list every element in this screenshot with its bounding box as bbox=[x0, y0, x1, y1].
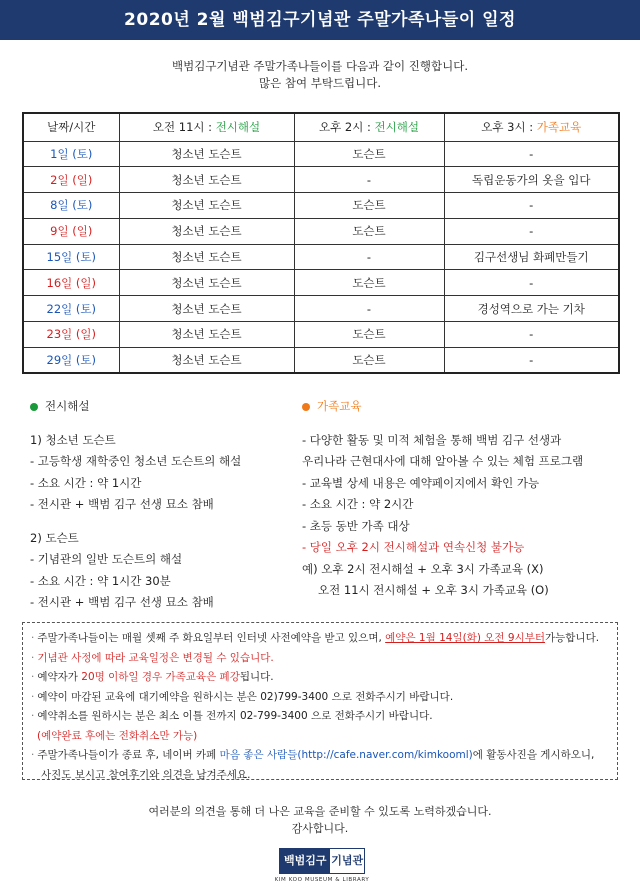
notice-text: 됩니다. bbox=[239, 671, 274, 683]
notice-text: 기념관 사정에 따라 교육일정은 변경될 수 있습니다. bbox=[37, 651, 274, 664]
table-row bbox=[23, 347, 619, 373]
header-pm3 bbox=[444, 113, 619, 141]
pm3-session-cell: 독립운동가의 옷을 입다 bbox=[444, 167, 619, 193]
exhibit-heading-label: 전시해설 bbox=[45, 399, 90, 413]
pm2-session-cell: 도슨트 bbox=[294, 347, 444, 373]
pm2-session-cell: - bbox=[294, 244, 444, 270]
notice-text: 주말가족나들이는 매월 셋째 주 화요일부터 인터넷 사전예약을 받고 있으며, bbox=[37, 632, 386, 644]
exhibit-line: - 고등학생 재학중인 청소년 도슨트의 해설 bbox=[30, 454, 242, 468]
logo-part-2: 기념관 bbox=[330, 849, 364, 873]
logo-subtitle: KIM KOO MUSEUM & LIBRARY bbox=[274, 877, 370, 883]
date-cell: 29일 (토) bbox=[23, 347, 119, 373]
notice-line-6: (예약완료 후에는 전화취소만 가능) bbox=[37, 729, 198, 742]
reservation-date: 예약은 1월 14일(화) 오전 9시부터 bbox=[385, 632, 545, 644]
pm3-session-cell: 김구선생님 화폐만들기 bbox=[444, 244, 619, 270]
notice-line-4: · 예약이 마감된 교육에 대기예약을 원하시는 분은 02)799-3400 으로 전화주시기 바랍니다. bbox=[31, 690, 454, 703]
table-row bbox=[23, 322, 619, 348]
header-am-time: 오전 11시 : bbox=[152, 120, 216, 135]
date-cell: 1일 (토) bbox=[23, 141, 119, 167]
am-session-cell: 청소년 도슨트 bbox=[119, 193, 294, 219]
family-line: - 다양한 활동 및 미적 체험을 통해 백범 김구 선생과 bbox=[302, 432, 562, 447]
family-line: - 초등 동반 가족 대상 bbox=[302, 518, 410, 533]
date-cell: 23일 (일) bbox=[23, 322, 119, 348]
date-cell: 15일 (토) bbox=[23, 244, 119, 270]
header-pm3-time: 오후 3시 : bbox=[481, 120, 537, 135]
family-example-2: 오전 11시 전시해설 + 오후 3시 가족교육 (O) bbox=[318, 583, 549, 597]
exhibit-line: - 소요 시간 : 약 1시간 30분 bbox=[30, 573, 171, 588]
notice-text: 에 활동사진을 게시하오니, bbox=[472, 749, 595, 761]
am-session-cell: 청소년 도슨트 bbox=[119, 218, 294, 244]
closing-line-1: 여러분의 의견을 통해 더 나은 교육을 준비할 수 있도록 노력하겠습니다. bbox=[148, 805, 492, 818]
intro-text bbox=[0, 58, 640, 92]
pm3-session-cell: - bbox=[444, 322, 619, 348]
pm3-session-cell: - bbox=[444, 193, 619, 219]
exhibit-section bbox=[30, 396, 300, 614]
table-row bbox=[23, 270, 619, 296]
table-row bbox=[23, 296, 619, 322]
pm2-session-cell: 도슨트 bbox=[294, 193, 444, 219]
exhibit-line: 1) 청소년 도슨트 bbox=[30, 432, 116, 447]
exhibit-line: - 기념관의 일반 도슨트의 해설 bbox=[30, 552, 183, 566]
date-cell: 8일 (토) bbox=[23, 193, 119, 219]
closing-text bbox=[0, 803, 640, 837]
orange-dot-icon bbox=[302, 403, 310, 411]
exhibit-heading bbox=[30, 396, 300, 418]
notice-text: 주말가족나들이가 종료 후, 네이버 카페 bbox=[37, 749, 220, 761]
family-line: - 소요 시간 : 약 2시간 bbox=[302, 497, 414, 511]
header-am bbox=[119, 113, 294, 141]
am-session-cell: 청소년 도슨트 bbox=[119, 322, 294, 348]
family-section bbox=[302, 396, 632, 602]
family-example-1: 예) 오후 2시 전시해설 + 오후 3시 가족교육 (X) bbox=[302, 561, 544, 576]
table-row bbox=[23, 193, 619, 219]
pm2-session-cell: - bbox=[294, 296, 444, 322]
date-cell: 22일 (토) bbox=[23, 296, 119, 322]
notice-text: 예약이 마감된 교육에 대기예약을 원하시는 분은 02)799-3400 으로 전화주시기 바랍니다. bbox=[37, 690, 454, 703]
notice-text: 가능합니다. bbox=[545, 632, 600, 644]
schedule-table bbox=[22, 112, 620, 374]
pm3-session-cell: 경성역으로 가는 기차 bbox=[444, 296, 619, 322]
header-pm2-type: 전시해설 bbox=[374, 120, 419, 135]
header-pm2 bbox=[294, 113, 444, 141]
notice-line-3: · 예약자가 20명 이하일 경우 가족교육은 폐강됩니다. bbox=[31, 671, 274, 683]
page-title: 2020년 2월 백범김구기념관 주말가족나들이 일정 bbox=[0, 0, 640, 40]
family-line: 우리나라 근현대사에 대해 알아볼 수 있는 체험 프로그램 bbox=[302, 454, 584, 468]
table-row bbox=[23, 218, 619, 244]
am-session-cell: 청소년 도슨트 bbox=[119, 167, 294, 193]
family-warning: - 당일 오후 2시 전시해설과 연속신청 불가능 bbox=[302, 540, 525, 554]
logo-part-1: 백범김구 bbox=[280, 849, 330, 873]
date-cell: 2일 (일) bbox=[23, 167, 119, 193]
notice-line-8: 사진도 보시고 참여후기와 의견을 남겨주세요. bbox=[41, 768, 251, 781]
family-line: - 교육별 상세 내용은 예약페이지에서 확인 가능 bbox=[302, 475, 540, 490]
exhibit-line: - 전시관 + 백범 김구 선생 묘소 참배 bbox=[30, 595, 214, 609]
notice-line-2: · 기념관 사정에 따라 교육일정은 변경될 수 있습니다. bbox=[31, 651, 274, 664]
exhibit-line: - 소요 시간 : 약 1시간 bbox=[30, 475, 142, 490]
table-row bbox=[23, 167, 619, 193]
family-heading-label: 가족교육 bbox=[317, 399, 362, 413]
header-date: 날짜/시간 bbox=[23, 113, 119, 141]
pm3-session-cell: - bbox=[444, 270, 619, 296]
pm3-session-cell: - bbox=[444, 218, 619, 244]
pm2-session-cell: - bbox=[294, 167, 444, 193]
family-heading bbox=[302, 396, 632, 418]
pm3-session-cell: - bbox=[444, 141, 619, 167]
notice-line-1: · 주말가족나들이는 매월 셋째 주 화요일부터 인터넷 사전예약을 받고 있으며, 예약은 1월 14일(화) 오전 9시부터가능합니다. bbox=[31, 632, 600, 644]
intro-line-2: 많은 참여 부탁드립니다. bbox=[258, 76, 382, 90]
date-cell: 16일 (일) bbox=[23, 270, 119, 296]
cancel-condition: 20명 이하일 경우 가족교육은 폐강 bbox=[81, 671, 240, 683]
notice-text: 예약자가 bbox=[37, 671, 82, 683]
header-pm3-type: 가족교육 bbox=[536, 120, 582, 135]
table-row bbox=[23, 244, 619, 270]
notice-line-7: · 주말가족나들이가 종료 후, 네이버 카페 마음 좋은 사람들(http://cafe.naver.com/kimkooml)에 활동사진을 게시하오니, bbox=[31, 749, 595, 761]
pm3-session-cell: - bbox=[444, 347, 619, 373]
header-pm2-time: 오후 2시 : bbox=[319, 120, 375, 135]
pm2-session-cell: 도슨트 bbox=[294, 141, 444, 167]
notice-text: 예약취소를 원하시는 분은 최소 이틀 전까지 02-799-3400 으로 전화주시기 바랍니다. bbox=[37, 710, 433, 722]
table-row bbox=[23, 141, 619, 167]
am-session-cell: 청소년 도슨트 bbox=[119, 296, 294, 322]
notice-line-5: · 예약취소를 원하시는 분은 최소 이틀 전까지 02-799-3400 으로 전화주시기 바랍니다. bbox=[31, 710, 433, 722]
closing-line-2: 감사합니다. bbox=[291, 822, 349, 835]
header-am-type: 전시해설 bbox=[215, 120, 261, 135]
green-dot-icon bbox=[30, 403, 38, 411]
intro-line-1: 백범김구기념관 주말가족나들이를 다음과 같이 진행합니다. bbox=[172, 59, 468, 73]
pm2-session-cell: 도슨트 bbox=[294, 322, 444, 348]
date-cell: 9일 (일) bbox=[23, 218, 119, 244]
exhibit-line: - 전시관 + 백범 김구 선생 묘소 참배 bbox=[30, 497, 214, 511]
am-session-cell: 청소년 도슨트 bbox=[119, 347, 294, 373]
pm2-session-cell: 도슨트 bbox=[294, 218, 444, 244]
am-session-cell: 청소년 도슨트 bbox=[119, 141, 294, 167]
notice-box bbox=[22, 622, 618, 780]
cafe-link[interactable]: 마음 좋은 사람들(http://cafe.naver.com/kimkooml) bbox=[219, 749, 473, 761]
table-header-row bbox=[23, 113, 619, 141]
am-session-cell: 청소년 도슨트 bbox=[119, 244, 294, 270]
pm2-session-cell: 도슨트 bbox=[294, 270, 444, 296]
museum-logo bbox=[279, 848, 365, 874]
am-session-cell: 청소년 도슨트 bbox=[119, 270, 294, 296]
exhibit-line: 2) 도슨트 bbox=[30, 530, 79, 545]
